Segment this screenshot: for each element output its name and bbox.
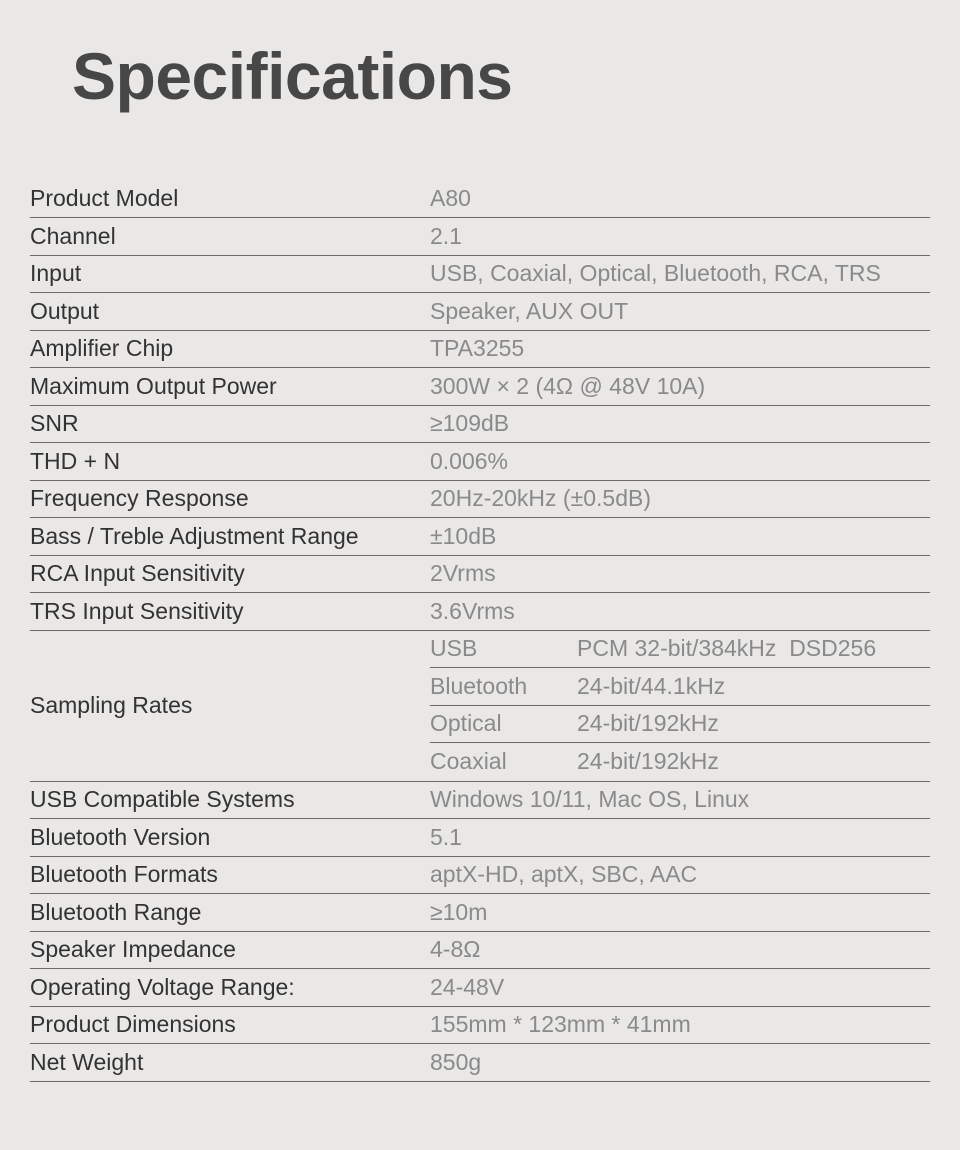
spec-value: 3.6Vrms xyxy=(430,597,515,624)
sampling-rate-row xyxy=(430,668,930,706)
spec-label: Channel xyxy=(30,222,116,249)
spec-row xyxy=(30,181,930,219)
page-title: Specifications xyxy=(72,39,513,113)
spec-label: Frequency Response xyxy=(30,485,249,512)
sampling-rates-list xyxy=(430,631,930,781)
spec-label: Maximum Output Power xyxy=(30,372,277,399)
sampling-rate-row xyxy=(430,743,930,781)
spec-rows-top xyxy=(30,181,930,631)
spec-row xyxy=(30,969,930,1007)
spec-row xyxy=(30,218,930,256)
spec-label: Bluetooth Formats xyxy=(30,861,218,888)
spec-value: aptX-HD, aptX, SBC, AAC xyxy=(430,861,698,888)
spec-row xyxy=(30,1007,930,1045)
sampling-rate: 24-bit/44.1kHz xyxy=(577,672,726,699)
spec-label: Product Model xyxy=(30,185,179,212)
spec-label: Amplifier Chip xyxy=(30,335,174,362)
spec-value: 2.1 xyxy=(430,222,462,249)
spec-row xyxy=(30,481,930,519)
sampling-rate: PCM 32-bit/384kHz DSD256 xyxy=(577,635,877,662)
spec-label: Operating Voltage Range: xyxy=(30,973,295,1000)
spec-value: A80 xyxy=(430,185,471,212)
sampling-rate-row xyxy=(430,706,930,744)
spec-row xyxy=(30,932,930,970)
spec-row xyxy=(30,1044,930,1082)
spec-value: ≥10m xyxy=(430,898,488,925)
spec-value: 5.1 xyxy=(430,823,462,850)
spec-row xyxy=(30,518,930,556)
spec-label: Bass / Treble Adjustment Range xyxy=(30,522,359,549)
spec-row xyxy=(30,819,930,857)
spec-value: 0.006% xyxy=(430,447,509,474)
spec-value: Speaker, AUX OUT xyxy=(430,297,629,324)
spec-row xyxy=(30,443,930,481)
spec-label: Speaker Impedance xyxy=(30,936,236,963)
sampling-source: Coaxial xyxy=(430,748,507,775)
spec-label: Bluetooth Version xyxy=(30,823,211,850)
sampling-source: Optical xyxy=(430,710,502,737)
sampling-rate: 24-bit/192kHz xyxy=(577,710,719,737)
spec-value: 155mm * 123mm * 41mm xyxy=(430,1011,691,1038)
spec-label: USB Compatible Systems xyxy=(30,786,295,813)
spec-row xyxy=(30,368,930,406)
spec-value: 2Vrms xyxy=(430,560,496,587)
spec-label: Output xyxy=(30,297,100,324)
sampling-rate-row xyxy=(430,631,930,669)
spec-label: Input xyxy=(30,260,82,287)
spec-label: Bluetooth Range xyxy=(30,898,202,925)
spec-row-sampling-rates xyxy=(30,631,930,782)
spec-row xyxy=(30,406,930,444)
sampling-source: USB xyxy=(430,635,478,662)
spec-rows-bottom xyxy=(30,782,930,1082)
sampling-source: Bluetooth xyxy=(430,672,528,699)
spec-value: 20Hz-20kHz (±0.5dB) xyxy=(430,485,651,512)
sampling-rate: 24-bit/192kHz xyxy=(577,748,719,775)
spec-value: 24-48V xyxy=(430,973,505,1000)
spec-label: Sampling Rates xyxy=(30,692,193,718)
spec-value: 300W × 2 (4Ω @ 48V 10A) xyxy=(430,372,706,399)
spec-value: ≥109dB xyxy=(430,410,510,437)
spec-row xyxy=(30,556,930,594)
spec-label: SNR xyxy=(30,410,79,437)
spec-value: ±10dB xyxy=(430,522,497,549)
spec-row xyxy=(30,331,930,369)
specifications-table xyxy=(30,181,930,1082)
spec-label: Product Dimensions xyxy=(30,1011,236,1038)
spec-row xyxy=(30,857,930,895)
spec-label: RCA Input Sensitivity xyxy=(30,560,245,587)
spec-label: Net Weight xyxy=(30,1048,144,1075)
spec-value: 4-8Ω xyxy=(430,936,481,963)
spec-row xyxy=(30,593,930,631)
spec-value: Windows 10/11, Mac OS, Linux xyxy=(430,786,750,813)
spec-row xyxy=(30,782,930,820)
spec-row xyxy=(30,256,930,294)
spec-value: USB, Coaxial, Optical, Bluetooth, RCA, TRS xyxy=(430,260,881,287)
spec-label: THD + N xyxy=(30,447,121,474)
spec-value: TPA3255 xyxy=(430,335,525,362)
spec-row xyxy=(30,293,930,331)
spec-label: TRS Input Sensitivity xyxy=(30,597,244,624)
spec-row xyxy=(30,894,930,932)
spec-value: 850g xyxy=(430,1048,482,1075)
